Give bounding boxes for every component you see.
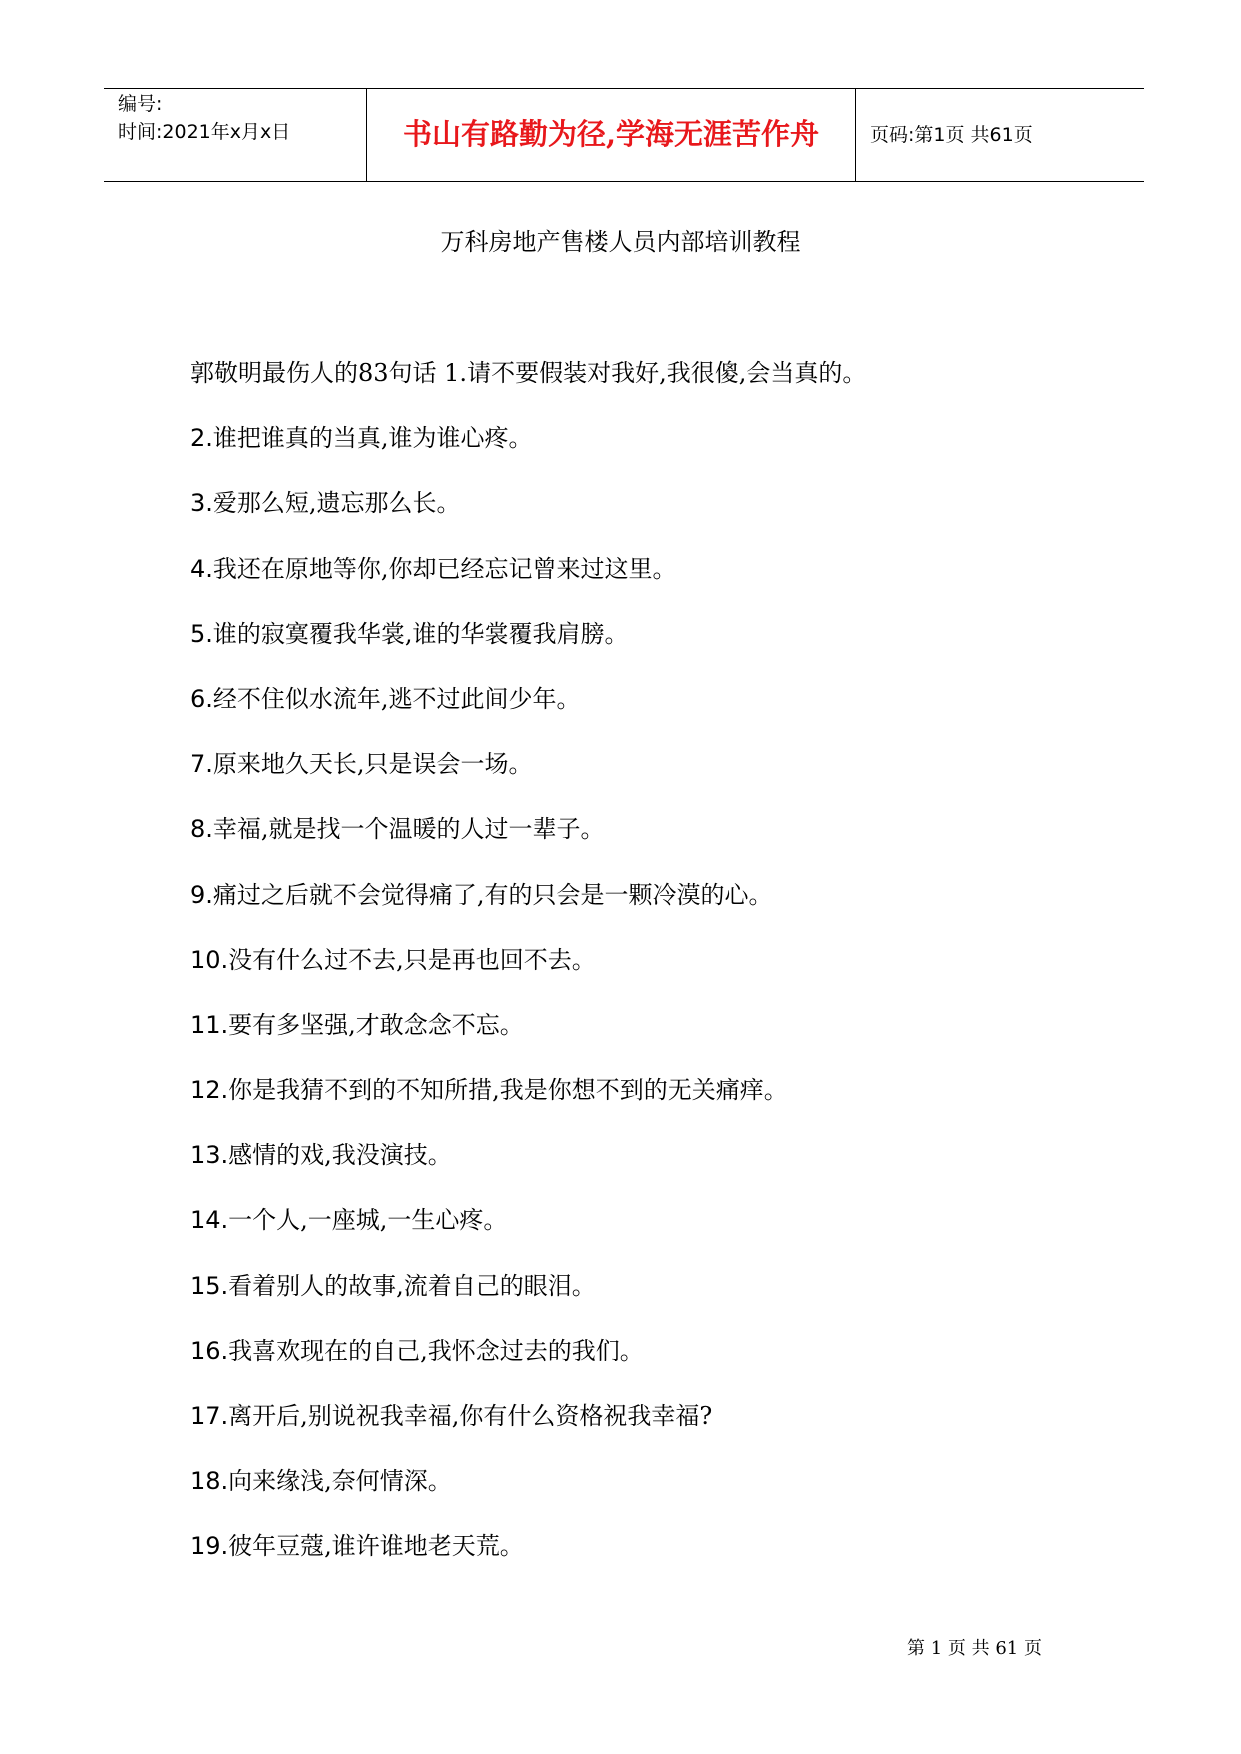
text-line (190, 1400, 1150, 1465)
header-page-cell (856, 89, 1144, 181)
line-number: 13. (190, 1141, 229, 1170)
line-number: 11. (190, 1010, 229, 1039)
line-number: 10. (190, 945, 229, 974)
line-number: 8. (190, 815, 213, 844)
line-number: 19. (190, 1532, 229, 1561)
line-text: 经不住似水流年,逃不过此间少年。 (212, 684, 581, 713)
line-text: 一个人,一座城,一生心疼。 (228, 1206, 508, 1235)
line-text: 你是我猜不到的不知所措,我是你想不到的无关痛痒。 (228, 1076, 788, 1105)
line-text: 谁的寂寞覆我华裳,谁的华裳覆我肩膀。 (212, 619, 629, 648)
page-footer: 第 1 页 共 61 页 (907, 1638, 1042, 1659)
line-number: 2. (190, 424, 213, 453)
text-line (190, 944, 1150, 1009)
line-number: 15. (190, 1271, 229, 1300)
header-motto: 书山有路勤为径,学海无涯苦作舟 (402, 117, 820, 151)
line-text: 看着别人的故事,流着自己的眼泪。 (228, 1271, 596, 1300)
line-number: 9. (190, 880, 213, 909)
header-motto-cell (367, 89, 856, 181)
text-line (190, 1530, 1150, 1595)
text-line (190, 1009, 1150, 1074)
header-page-label: 页码:第1页 共61页 (870, 124, 1033, 146)
text-line (190, 748, 1150, 813)
text-line (190, 357, 1150, 422)
line-text: 彼年豆蔻,谁许谁地老天荒。 (228, 1532, 524, 1561)
text-line (190, 1335, 1150, 1400)
line-number: 3. (190, 489, 213, 518)
text-line (190, 487, 1150, 552)
document-number-label: 编号: (118, 93, 163, 115)
text-line (190, 1139, 1150, 1204)
document-time-label: 时间:2021年x月x日 (118, 121, 291, 143)
line-number: 5. (190, 619, 213, 648)
line-text: 离开后,别说祝我幸福,你有什么资格祝我幸福? (228, 1402, 713, 1430)
text-line (190, 422, 1150, 487)
line-number: 6. (190, 684, 213, 713)
line-number: 14. (190, 1206, 229, 1235)
line-text: 向来缘浅,奈何情深。 (228, 1467, 452, 1496)
text-line (190, 813, 1150, 878)
line-text: 谁把谁真的当真,谁为谁心疼。 (212, 424, 533, 453)
line-number: 7. (190, 750, 213, 779)
document-header (104, 88, 1144, 182)
line-text: 痛过之后就不会觉得痛了,有的只会是一颗冷漠的心。 (212, 880, 773, 909)
text-line (190, 1270, 1150, 1335)
text-line (190, 879, 1150, 944)
line-number: 4. (190, 554, 213, 583)
line-text: 我还在原地等你,你却已经忘记曾来过这里。 (212, 554, 677, 583)
line-number: 16. (190, 1336, 229, 1365)
document-title: 万科房地产售楼人员内部培训教程 (440, 228, 801, 256)
text-line (190, 1465, 1150, 1530)
line-number: 12. (190, 1076, 229, 1105)
line-text: 要有多坚强,才敢念念不忘。 (228, 1010, 524, 1039)
header-meta-cell (104, 89, 367, 181)
line-text: 幸福,就是找一个温暖的人过一辈子。 (212, 815, 605, 844)
text-line (190, 683, 1150, 748)
line-text: 爱那么短,遗忘那么长。 (212, 489, 461, 518)
text-line (190, 553, 1150, 618)
line-text: 我喜欢现在的自己,我怀念过去的我们。 (228, 1336, 644, 1365)
line-text: 感情的戏,我没演技。 (228, 1141, 452, 1170)
line-number: 17. (190, 1402, 229, 1430)
line-text: 郭敬明最伤人的83句话 1.请不要假装对我好,我很傻,会当真的。 (190, 359, 867, 387)
document-body (190, 357, 1150, 1596)
line-text: 没有什么过不去,只是再也回不去。 (228, 945, 596, 974)
text-line (190, 1074, 1150, 1139)
line-number: 18. (190, 1467, 229, 1496)
text-line (190, 1204, 1150, 1269)
line-text: 原来地久天长,只是误会一场。 (212, 750, 533, 779)
text-line (190, 618, 1150, 683)
